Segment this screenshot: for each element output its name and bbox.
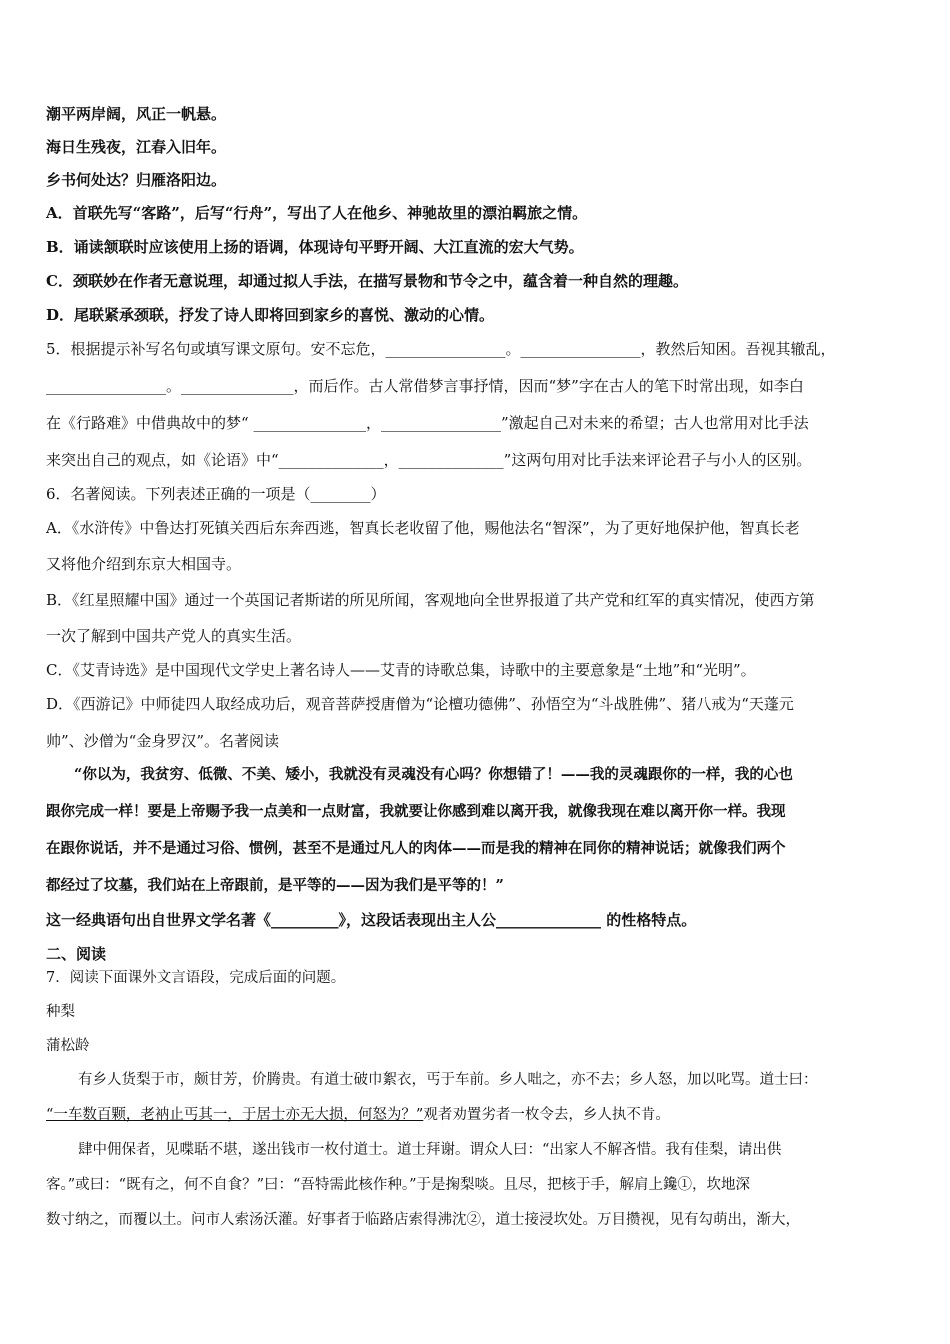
- question-5-line-3: 在《行路难》中借典故中的梦“ _______________，________________”激起自己对未来的希望；古人也常用对比手法: [46, 414, 809, 432]
- quote-line-2: 跟你完成一样！要是上帝赐予我一点美和一点财富，我就要让你感到难以离开我，就像我现在难以离开你一样。我现: [46, 803, 786, 820]
- quote-line-4: 都经过了坟墓，我们站在上帝跟前，是平等的——因为我们是平等的！”: [46, 877, 504, 894]
- question-6-option-b-1: B．《红星照耀中国》通过一个英国记者斯诺的所见所闻，客观地向全世界报道了共产党和红军的真实情况，使西方第: [46, 591, 815, 609]
- passage-para-2-line-1: 肆中佣保者，见喋聒不堪，遂出钱市一枚付道士。道士拜谢。谓众人曰：“出家人不解吝惜。我有佳梨，请出供: [78, 1142, 782, 1158]
- question-6-option-b-2: 一次了解到中国共产党人的真实生活。: [46, 627, 302, 645]
- passage-title: 种梨: [46, 1004, 75, 1020]
- poem-line-1: 潮平两岸阔，风正一帆悬。: [46, 105, 227, 123]
- question-5-line-1: 5．根据提示补写名句或填写课文原句。安不忘危，________________。________________，教然后知困。吾视其辙乱，: [46, 340, 836, 358]
- option-c: C．颈联妙在作者无意说理，却通过拟人手法，在描写景物和节令之中，蕴含着一种自然的理趣。: [46, 272, 688, 290]
- quote-line-3: 在跟你说话，并不是通过习俗、惯例，甚至不是通过凡人的肉体——而是我的精神在同你的精神说话；就像我们两个: [46, 840, 786, 857]
- poem-line-3: 乡书何处达？归雁洛阳边。: [46, 171, 227, 189]
- question-6: 6．名著阅读。下列表述正确的一项是（________）: [46, 485, 386, 503]
- option-a: A．首联先写“客路”，后写“行舟”，写出了人在他乡、神驰故里的漂泊羁旅之情。: [46, 204, 588, 222]
- option-b: B．诵读颔联时应该使用上扬的语调，体现诗句平野开阔、大江直流的宏大气势。: [46, 238, 584, 256]
- question-5-line-2: ________________。_______________，而后作。古人常借梦言事抒情，因而“梦”字在古人的笔下时常出现，如李白: [46, 377, 804, 395]
- passage-author: 蒲松龄: [46, 1038, 90, 1054]
- question-6-option-a-2: 又将他介绍到东京大相国寺。: [46, 555, 242, 573]
- passage-para-2-line-2: 客。”或曰：“既有之，何不自食？”曰：“吾特需此核作种。”于是掬梨啖。且尽，把核于手，解肩上鑱①，坎地深: [46, 1177, 751, 1193]
- passage-para-2-line-3: 数寸纳之，而覆以土。问市人索汤沃灌。好事者于临路店索得沸沈②，道士接浸坎处。万目攒视，见有勾萌出，渐大，: [46, 1212, 800, 1228]
- question-6-option-c: C．《艾青诗选》是中国现代文学史上著名诗人——艾青的诗歌总集，诗歌中的主要意象是“土地”和“光明”。: [46, 661, 756, 679]
- question-6-option-a-1: A．《水浒传》中鲁达打死镇关西后东奔西逃，智真长老收留了他，赐他法名“智深”，为了更好地保护他，智真长老: [46, 519, 800, 537]
- question-6-option-d-2: 帅”、沙僧为“金身罗汉”。名著阅读: [46, 732, 280, 750]
- poem-line-2: 海日生残夜，江春入旧年。: [46, 138, 227, 156]
- underlined-sentence: “一车数百颗，老衲止丐其一，于居士亦无大损，何怒为？”: [46, 1107, 424, 1123]
- passage-para-1-line-2: [46, 1105, 670, 1125]
- quote-question: 这一经典语句出自世界文学名著《_________》，这段话表现出主人公______________ 的性格特点。: [46, 911, 697, 929]
- section-heading: 二、阅读: [46, 945, 107, 963]
- passage-para-1-line-1: 有乡人货梨于市，颇甘芳，价腾贵。有道士破巾絮衣，丐于车前。乡人咄之，亦不去；乡人怒，加以叱骂。道士曰：: [78, 1072, 818, 1088]
- question-7: 7．阅读下面课外文言语段，完成后面的问题。: [46, 970, 346, 986]
- question-6-option-d-1: D．《西游记》中师徒四人取经成功后，观音菩萨授唐僧为“论檀功德佛”、孙悟空为“斗战胜佛”、猪八戒为“天蓬元: [46, 695, 794, 713]
- question-5-line-4: 来突出自己的观点，如《论语》中“______________，______________”这两句用对比手法来评论君子与小人的区别。: [46, 451, 812, 469]
- quote-line-1: “你以为，我贫穷、低微、不美、矮小，我就没有灵魂没有心吗？你想错了！——我的灵魂跟你的一样，我的心也: [74, 766, 793, 783]
- passage-para-1-line-2-rest: 观者劝置劣者一枚令去，乡人执不肯。: [423, 1107, 670, 1123]
- option-d: D．尾联紧承颈联，抒发了诗人即将回到家乡的喜悦、激动的心情。: [46, 306, 495, 324]
